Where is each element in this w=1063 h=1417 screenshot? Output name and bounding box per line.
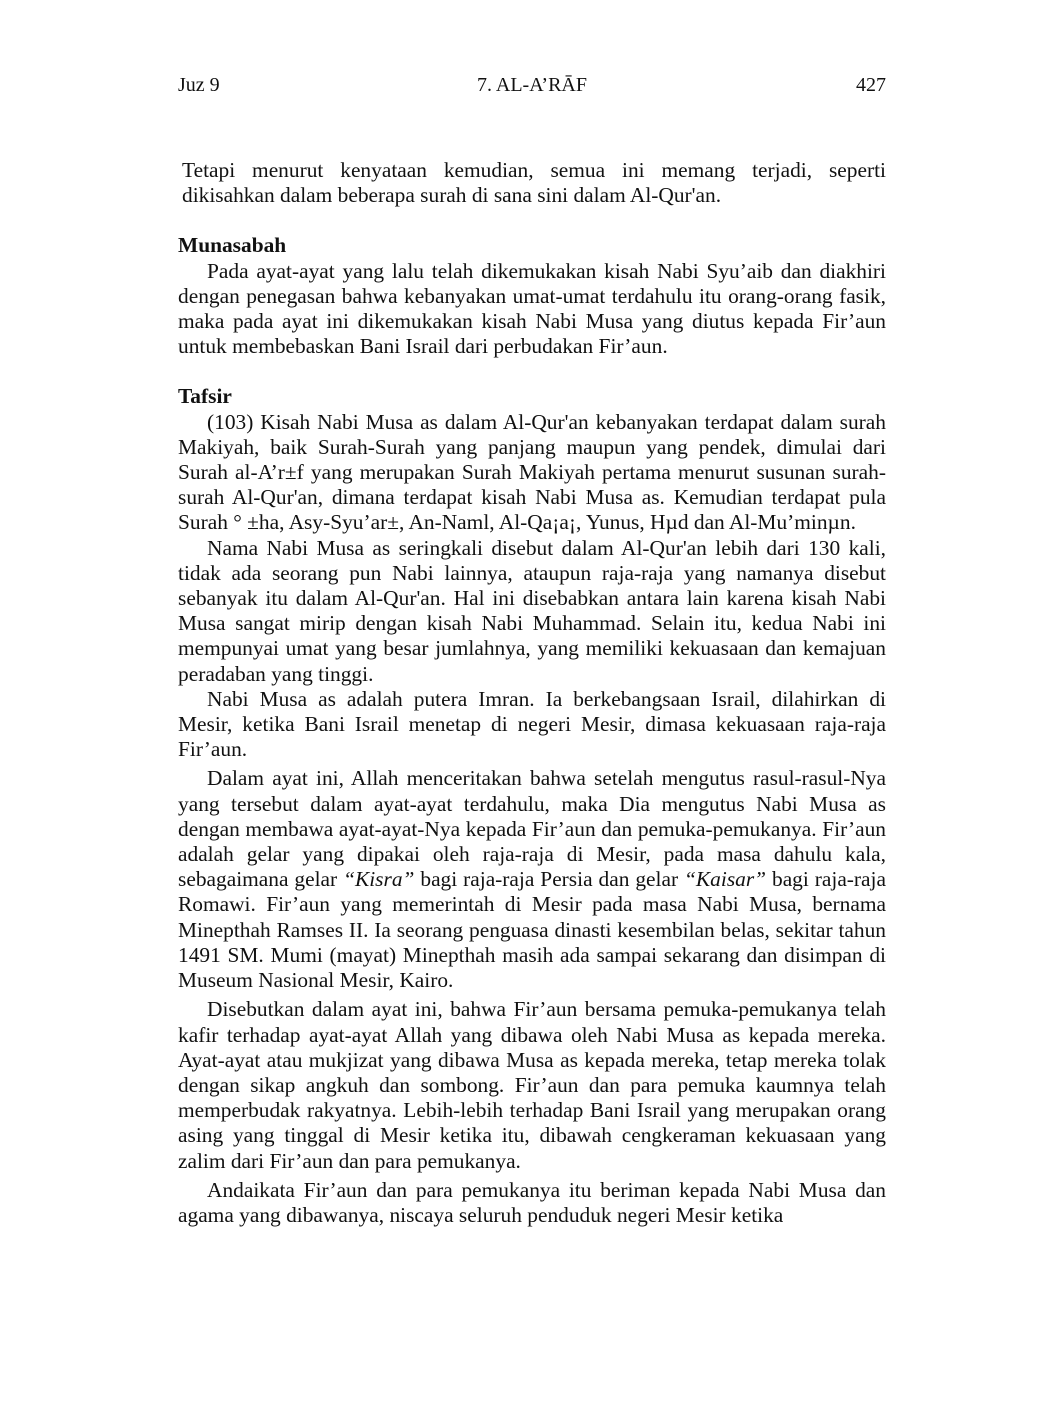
munasabah-heading: Munasabah	[178, 233, 287, 258]
tafsir-p4-text-c: bagi raja-raja Romawi. Fir’aun yang memerintah di Mesir pada masa Nabi Musa, bernama Minepthah Ramses II. Ia seorang penguasa dinasti kesembilan belas, sekitar tahun 1491 SM. Mumi (mayat) Minepthah masih ada sampai sekarang dan disimpan di Museum Nasional Mesir, Kairo.	[178, 867, 886, 993]
intro-paragraph: Tetapi menurut kenyataan kemudian, semua ini memang terjadi, seperti dikisahkan dalam beberapa surah di sana sini dalam Al-Qur'an.	[182, 158, 886, 208]
tafsir-paragraph-6: Andaikata Fir’aun dan para pemukanya itu beriman kepada Nabi Musa dan agama yang dibawanya, niscaya seluruh penduduk negeri Mesir ketika	[178, 1177, 886, 1227]
tafsir-heading: Tafsir	[178, 384, 232, 409]
page-number: 427	[856, 74, 886, 96]
tafsir-p4-text-b: bagi raja-raja Persia dan gelar	[414, 867, 685, 892]
tafsir-p4-text-a: Dalam ayat ini, Allah menceritakan bahwa setelah mengutus rasul-rasul-Nya yang tersebut dalam ayat-ayat terdahulu, maka Dia mengutus Nabi Musa as dengan membawa ayat-ayat-Nya kepada Fir’aun dan pemuka-pemukanya. Fir’aun adalah gelar yang dipakai oleh raja-raja di Mesir, pada masa dahulu kala, sebagaimana gelar	[178, 766, 886, 892]
surah-title: 7. AL-A’RĀF	[476, 74, 587, 96]
munasabah-paragraph: Pada ayat-ayat yang lalu telah dikemukakan kisah Nabi Syu’aib dan diakhiri dengan penegasan bahwa kebanyakan umat-umat terdahulu itu orang-orang fasik, maka pada ayat ini dikemukakan kisah Nabi Musa yang diutus kepada Fir’aun untuk membebaskan Bani Israil dari perbudakan Fir’aun.	[178, 258, 886, 359]
tafsir-paragraph-3: Nabi Musa as adalah putera Imran. Ia berkebangsaan Israil, dilahirkan di Mesir, ketika Bani Israil menetap di negeri Mesir, dimasa kekuasaan raja-raja Fir’aun.	[178, 686, 886, 762]
tafsir-paragraph-4	[178, 766, 886, 993]
tafsir-paragraph-5: Disebutkan dalam ayat ini, bahwa Fir’aun bersama pemuka-pemukanya telah kafir terhadap ayat-ayat Allah yang dibawa oleh Nabi Musa as kepada mereka. Ayat-ayat atau mukjizat yang dibawa Musa as kepada mereka, tetap mereka tolak dengan sikap angkuh dan sombong. Fir’aun dan para pemuka kaumnya telah memperbudak rakyatnya. Lebih-lebih terhadap Bani Israil yang merupakan orang asing yang tinggal di Mesir ketika itu, dibawah cengkeraman kekuasaan yang zalim dari Fir’aun dan para pemukanya.	[178, 997, 886, 1173]
tafsir-paragraph-1: (103) Kisah Nabi Musa as dalam Al-Qur'an kebanyakan terdapat dalam surah Makiyah, baik Surah-Surah yang panjang maupun yang pendek, dimulai dari Surah al-A’r±f yang merupakan Surah Makiyah pertama menurut susunan surah-surah Al-Qur'an, dimana terdapat kisah Nabi Musa as. Kemudian terdapat pula Surah ° ±ha, Asy-Syu’ar±, An-Naml, Al-Qa¡a¡, Yunus, Hµd dan Al-Mu’minµn.	[178, 409, 886, 535]
running-header	[178, 74, 886, 104]
tafsir-section	[178, 384, 886, 1228]
kaisar-term: “Kaisar”	[684, 867, 767, 892]
juz-label: Juz 9	[178, 74, 220, 96]
kisra-term: “Kisra”	[343, 867, 415, 892]
tafsir-paragraph-2: Nama Nabi Musa as seringkali disebut dalam Al-Qur'an lebih dari 130 kali, tidak ada seorang pun Nabi lainnya, ataupun raja-raja yang namanya disebut sebanyak itu dalam Al-Qur'an. Hal ini disebabkan antara lain karena kisah Nabi Musa sangat mirip dengan kisah Nabi Muhammad. Selain itu, kedua Nabi ini mempunyai umat yang besar jumlahnya, yang memiliki kekuasaan dan kemajuan peradaban yang tinggi.	[178, 535, 886, 686]
munasabah-section	[178, 233, 886, 359]
body-text	[178, 158, 886, 1228]
